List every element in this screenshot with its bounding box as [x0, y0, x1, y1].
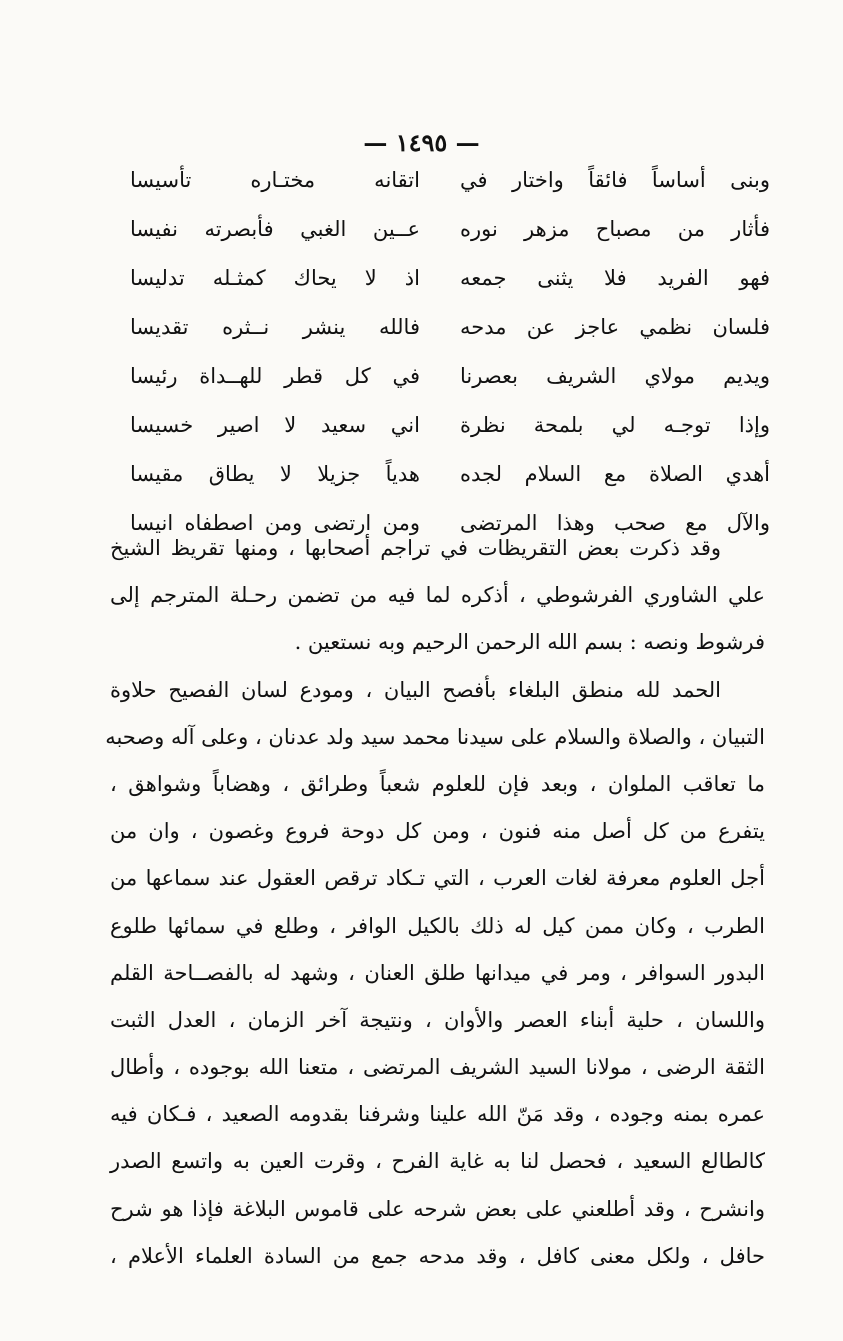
prose-line: يتفرع من كل أصل منه فنون ، ومن كل دوحة فروع وغصون ، وان من	[110, 819, 765, 844]
verse	[130, 266, 770, 315]
prose-line: الحمد لله منطق البلغاء بأفصح البيان ، ومودع لسان الفصيح حلاوة	[110, 677, 721, 702]
prose-line: التبيان ، والصلاة والسلام على سيدنا محمد سيد ولد عدنان ، وعلى آله وصحبه	[105, 724, 765, 749]
verse	[130, 364, 770, 413]
prose-line: واللسان ، حلية أبناء العصر والأوان ، ونتيجة آخر الزمان ، العدل الثبت	[110, 1007, 765, 1032]
verse-first-hemistich: فأثار من مصباح مزهر نوره	[460, 217, 770, 241]
prose-line: الطرب ، وكان ممن كيل له ذلك بالكيل الوافر ، وطلع في سمائها طلوع	[110, 913, 765, 938]
verse-first-hemistich: فهو الفريد فلا يثنى جمعه	[460, 266, 770, 290]
prose-line: علي الشاوري الفرشوطي ، أذكره لما فيه من تضمن رحـلة المترجم إلى	[110, 583, 765, 608]
prose-line: عمره بمنه وجوده ، وقد مَنّ الله علينا وشرفنا بقدومه الصعيد ، فـكان فيه	[110, 1102, 765, 1127]
verse-second-hemistich: ومن ارتضى ومن اصطفاه انيسا	[130, 511, 420, 535]
verse-second-hemistich: هدياً جزيلا لا يطاق مقيسا	[130, 462, 420, 486]
verse-second-hemistich: في كل قطر للهــداة رئيسا	[130, 364, 420, 388]
verse-first-hemistich: فلسان نظمي عاجز عن مدحه	[460, 315, 770, 339]
poem	[130, 168, 770, 560]
page-number: — ١٤٩٥ —	[363, 128, 480, 157]
verse-second-hemistich: عــين الغبي فأبصرته نفيسا	[130, 217, 420, 241]
prose-line: وانشرح ، وقد أطلعني على بعض شرحه على قاموس البلاغة فإذا هو شرح	[110, 1196, 765, 1221]
prose-line: أجل العلوم معرفة لغات العرب ، التي تـكاد ترقص العقول عند سماعها من	[110, 866, 765, 891]
verse	[130, 462, 770, 511]
prose-line: فرشوط ونصه : بسم الله الرحمن الرحيم وبه نستعين .	[294, 630, 765, 655]
verse-first-hemistich: أهدي الصلاة مع السلام لجده	[460, 462, 770, 486]
verse	[130, 413, 770, 462]
verse	[130, 168, 770, 217]
verse-first-hemistich: وبنى أساساً فائقاً واختار في	[460, 168, 770, 192]
prose-line: ما تعاقب الملوان ، وبعد فإن للعلوم شعباً وطرائق ، وهضاباً وشواهق ،	[110, 771, 765, 796]
prose-line: كالطالع السعيد ، فحصل لنا به غاية الفرح ، وقرت العين به واتسع الصدر	[110, 1149, 765, 1174]
verse-first-hemistich: ويديم مولاي الشريف بعصرنا	[460, 364, 770, 388]
verse-second-hemistich: اذ لا يحاك كمثـله تدليسا	[130, 266, 420, 290]
prose-line: حافل ، ولكل معنى كافل ، وقد مدحه جمع من السادة العلماء الأعلام ،	[110, 1243, 765, 1268]
verse-second-hemistich: اني سعيد لا اصير خسيسا	[130, 413, 420, 437]
prose-body	[105, 528, 765, 1283]
verse-second-hemistich: اتقانه مختـاره تأسيسا	[130, 168, 420, 192]
verse-first-hemistich: والآل مع صحب وهذا المرتضى	[460, 511, 770, 535]
prose-line: الثقة الرضى ، مولانا السيد الشريف المرتضى ، متعنا الله بوجوده ، وأطال	[110, 1055, 765, 1080]
verse	[130, 217, 770, 266]
verse	[130, 315, 770, 364]
prose-line: البدور السوافر ، ومر في ميدانها طلق العنان ، وشهد له بالفصــاحة القلم	[110, 960, 765, 985]
verse-first-hemistich: وإذا توجـه لي بلمحة نظرة	[460, 413, 770, 437]
verse-second-hemistich: فالله ينشر نــثره تقديسا	[130, 315, 420, 339]
prose-line: وقد ذكرت بعض التقريظات في تراجم أصحابها ، ومنها تقريظ الشيخ	[110, 536, 721, 560]
